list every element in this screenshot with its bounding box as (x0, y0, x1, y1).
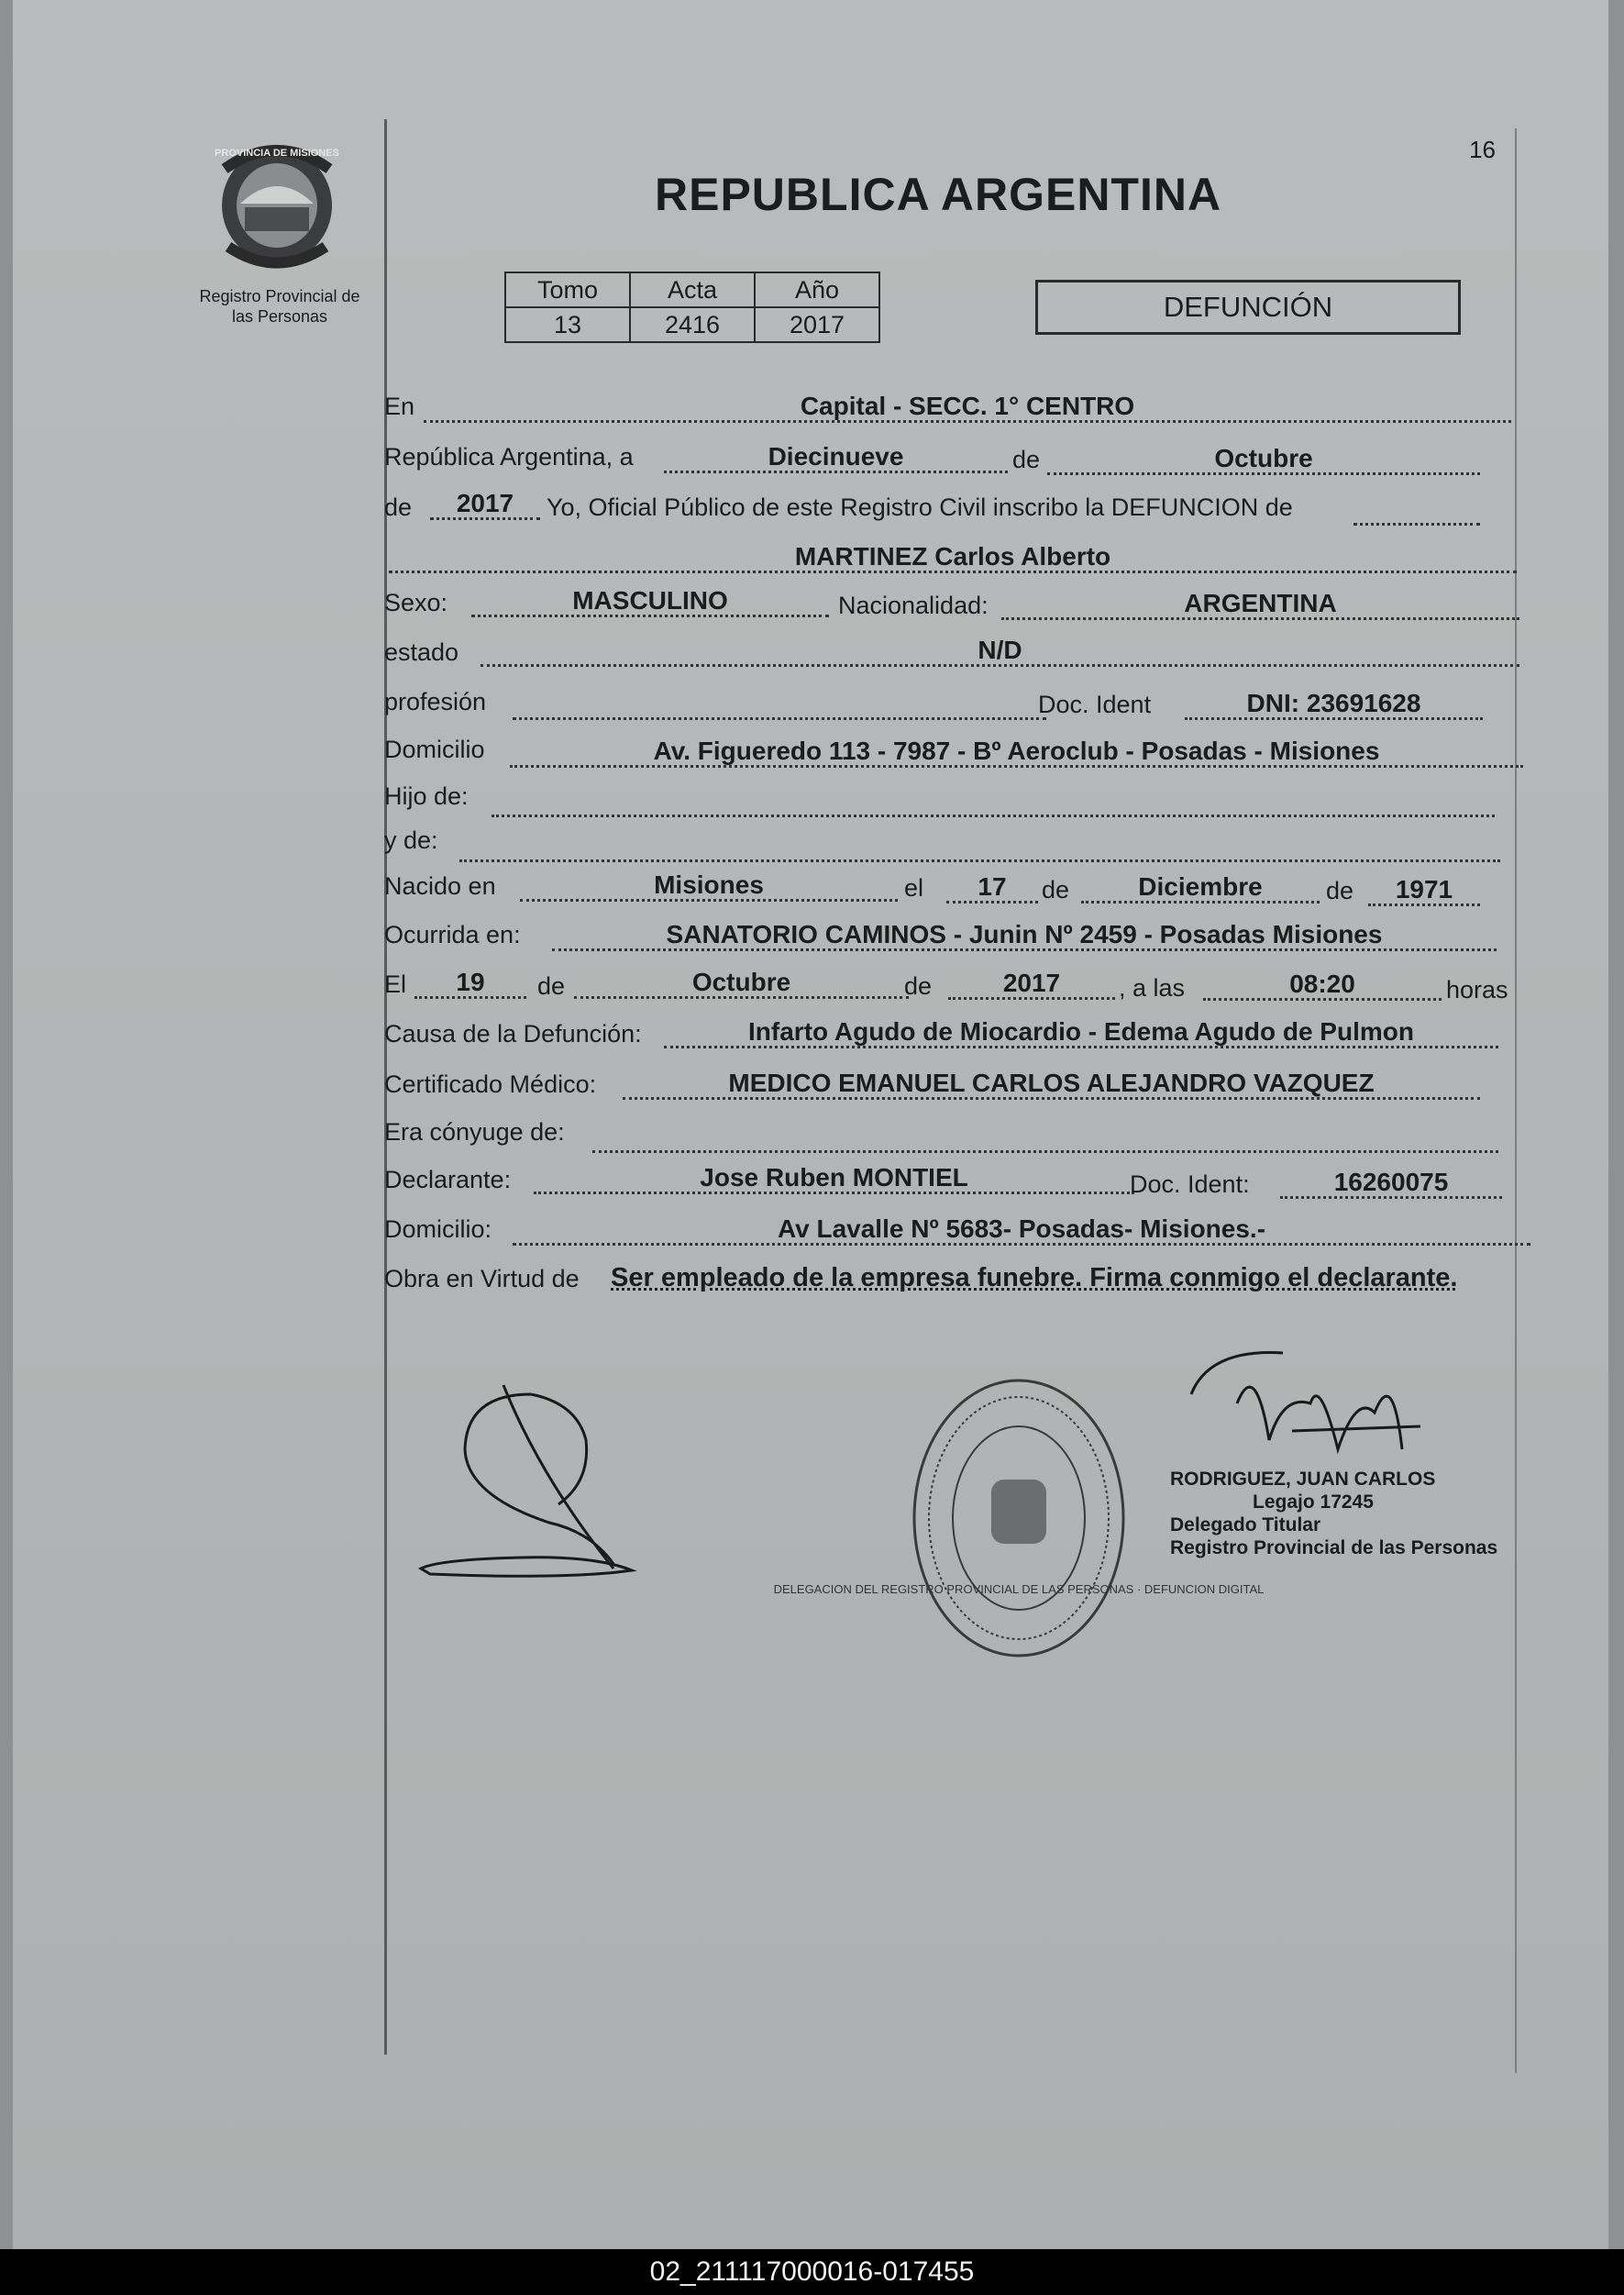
label-sexo: Sexo: (384, 589, 448, 616)
label-ocurrida-en: Ocurrida en: (384, 921, 521, 948)
field-obra: Ser empleado de la empresa funebre. Firma conmigo el declarante. (611, 1263, 1458, 1292)
official-office: Registro Provincial de las Personas (1170, 1537, 1498, 1558)
field-conyuge (592, 1123, 1498, 1153)
record-value-row (505, 307, 879, 342)
field-y-de (459, 832, 1500, 862)
label-obra: Obra en Virtud de (384, 1265, 580, 1292)
label-horas: horas (1446, 976, 1508, 1003)
field-blank-defuncion (1353, 495, 1480, 526)
label-doc-ident: Doc. Ident (1038, 691, 1152, 718)
field-nombre: MARTINEZ Carlos Alberto (389, 543, 1517, 573)
tomo-value: 13 (505, 307, 630, 342)
footer-code: 02_211117000016-017455 (0, 2249, 1624, 2295)
label-el: el (904, 874, 924, 902)
field-nac-mes: Diciembre (1081, 873, 1320, 904)
document-sheet (13, 0, 1608, 2249)
tomo-header: Tomo (505, 272, 630, 307)
field-def-mes: Octubre (574, 969, 909, 999)
label-de-nac-mes: de (1042, 876, 1070, 904)
anio-header: Año (755, 272, 879, 307)
svg-text:PROVINCIA DE MISIONES: PROVINCIA DE MISIONES (215, 148, 339, 159)
label-a-las: , a las (1119, 974, 1186, 1002)
official-role: Delegado Titular (1170, 1514, 1321, 1536)
field-causa: Infarto Agudo de Miocardio - Edema Agudo de Pulmon (664, 1018, 1498, 1048)
label-de-def-anio: de (904, 972, 933, 1000)
field-doc: DNI: 23691628 (1185, 690, 1483, 720)
label-declarante: Declarante: (384, 1166, 512, 1193)
document-type-box: DEFUNCIÓN (1035, 280, 1461, 335)
field-mes: Octubre (1047, 445, 1480, 475)
label-causa: Causa de la Defunción: (384, 1020, 642, 1048)
field-sexo: MASCULINO (471, 587, 829, 617)
field-ocurrida: SANATORIO CAMINOS - Junin Nº 2459 - Posadas Misiones (552, 921, 1497, 951)
official-block (1170, 1468, 1497, 1559)
label-estado: estado (384, 638, 459, 666)
label-yo-oficial: Yo, Oficial Público de este Registro Civil inscribo la DEFUNCION de (547, 493, 1293, 521)
field-domicilio: Av. Figueredo 113 - 7987 - Bº Aeroclub - Posadas - Misiones (510, 737, 1523, 768)
label-domicilio-declarante: Domicilio: (384, 1215, 492, 1243)
label-de-nac-anio: de (1326, 877, 1354, 904)
field-lugar: Capital - SECC. 1° CENTRO (424, 393, 1511, 423)
field-def-dia: 19 (414, 969, 526, 999)
label-profesion: profesión (384, 688, 487, 715)
acta-value: 2416 (630, 307, 755, 342)
page-title: REPUBLICA ARGENTINA (655, 169, 1222, 220)
field-nacido-lugar: Misiones (520, 871, 898, 902)
label-nacionalidad: Nacionalidad: (838, 592, 989, 619)
acta-header: Acta (630, 272, 755, 307)
label-y-de: y de: (384, 826, 438, 854)
field-nac-dia: 17 (946, 873, 1038, 904)
anio-value: 2017 (755, 307, 879, 342)
label-de: de (1012, 446, 1041, 473)
field-anio: 2017 (430, 490, 540, 520)
field-declarante-doc: 16260075 (1280, 1169, 1502, 1199)
label-republica: República Argentina, a (384, 443, 634, 471)
page-number: 16 (1469, 136, 1496, 163)
province-emblem-icon (208, 132, 346, 274)
label-conyuge: Era cónyuge de: (384, 1118, 565, 1146)
label-doc-ident-declarante: Doc. Ident: (1130, 1170, 1250, 1198)
right-margin-rule (1515, 128, 1517, 2073)
field-hora: 08:20 (1203, 970, 1442, 1001)
label-nacido-en: Nacido en (384, 872, 496, 900)
field-hijo-de (492, 787, 1495, 817)
svg-text:DELEGACION DEL REGISTRO PROVIN: DELEGACION DEL REGISTRO PROVINCIAL DE LAS PERSONAS · DEFUNCION DIGITAL (773, 1582, 1265, 1596)
declarant-signature (403, 1367, 659, 1596)
label-de-def-mes: de (537, 972, 566, 1000)
record-table (504, 272, 880, 343)
record-header-row (505, 272, 879, 307)
field-certificado: MEDICO EMANUEL CARLOS ALEJANDRO VAZQUEZ (623, 1070, 1480, 1100)
label-en: En (384, 393, 415, 420)
official-legajo: Legajo 17245 (1253, 1491, 1374, 1513)
official-name: RODRIGUEZ, JUAN CARLOS (1170, 1469, 1436, 1490)
label-de-anio: de (384, 493, 413, 521)
field-declarante: Jose Ruben MONTIEL (534, 1164, 1134, 1194)
field-nacionalidad: ARGENTINA (1001, 590, 1519, 620)
field-declarante-domicilio: Av Lavalle Nº 5683- Posadas- Misiones.- (513, 1215, 1530, 1246)
field-estado: N/D (481, 637, 1519, 667)
label-certificado: Certificado Médico: (384, 1070, 597, 1098)
label-hijo-de: Hijo de: (384, 782, 469, 810)
label-domicilio: Domicilio (384, 736, 485, 763)
field-dia-letras: Diecinueve (664, 443, 1008, 473)
field-profesion (513, 690, 1046, 720)
label-el-cap: El (384, 970, 407, 998)
field-def-anio: 2017 (948, 970, 1115, 1000)
field-nac-anio: 1971 (1368, 876, 1480, 906)
registry-caption: Registro Provincial de las Personas (199, 287, 360, 326)
